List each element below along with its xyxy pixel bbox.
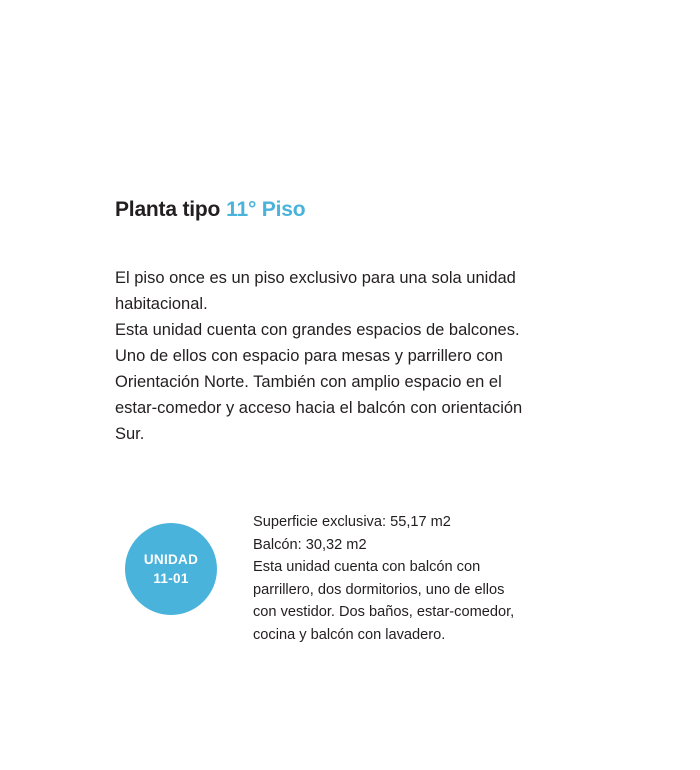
description-line [115,395,620,421]
unit-badge-number: 11-01 [153,571,189,586]
page-title-accent: 11° Piso [226,198,306,221]
unit-details [253,511,583,646]
floor-description [115,265,620,447]
description-line-text: Esta unidad cuenta con grandes espacios de balcones. [115,321,520,339]
description-line [115,317,620,343]
description-line-text: Uno de ellos con espacio para mesas y parrillero con [115,347,503,365]
unit-detail-line: Balcón: 30,32 m2 [253,536,367,553]
description-line-text: estar-comedor y acceso hacia el balcón con orientación [115,399,523,417]
unit-badge [125,523,217,615]
description-line [115,343,620,369]
description-line-text: El piso once es un piso exclusivo para una sola unidad [115,269,516,287]
unit-detail-line: con vestidor. Dos baños, estar-comedor, [253,604,515,620]
description-line: habitacional. [115,295,208,313]
unit-detail-line: cocina y balcón con lavadero. [253,626,446,643]
description-line [115,265,620,291]
unit-detail-line: Superficie exclusiva: 55,17 m2 [253,514,451,530]
page-title [115,198,305,222]
unit-detail-line: parrillero, dos dormitorios, uno de ellos [253,581,505,598]
description-line: Sur. [115,425,145,443]
page-title-main: Planta tipo [115,198,221,221]
description-line [115,369,620,395]
unit-detail-line: Esta unidad cuenta con balcón con [253,559,481,575]
description-line-text: Orientación Norte. También con amplio espacio en el [115,373,502,391]
unit-badge-label: UNIDAD [143,552,199,567]
